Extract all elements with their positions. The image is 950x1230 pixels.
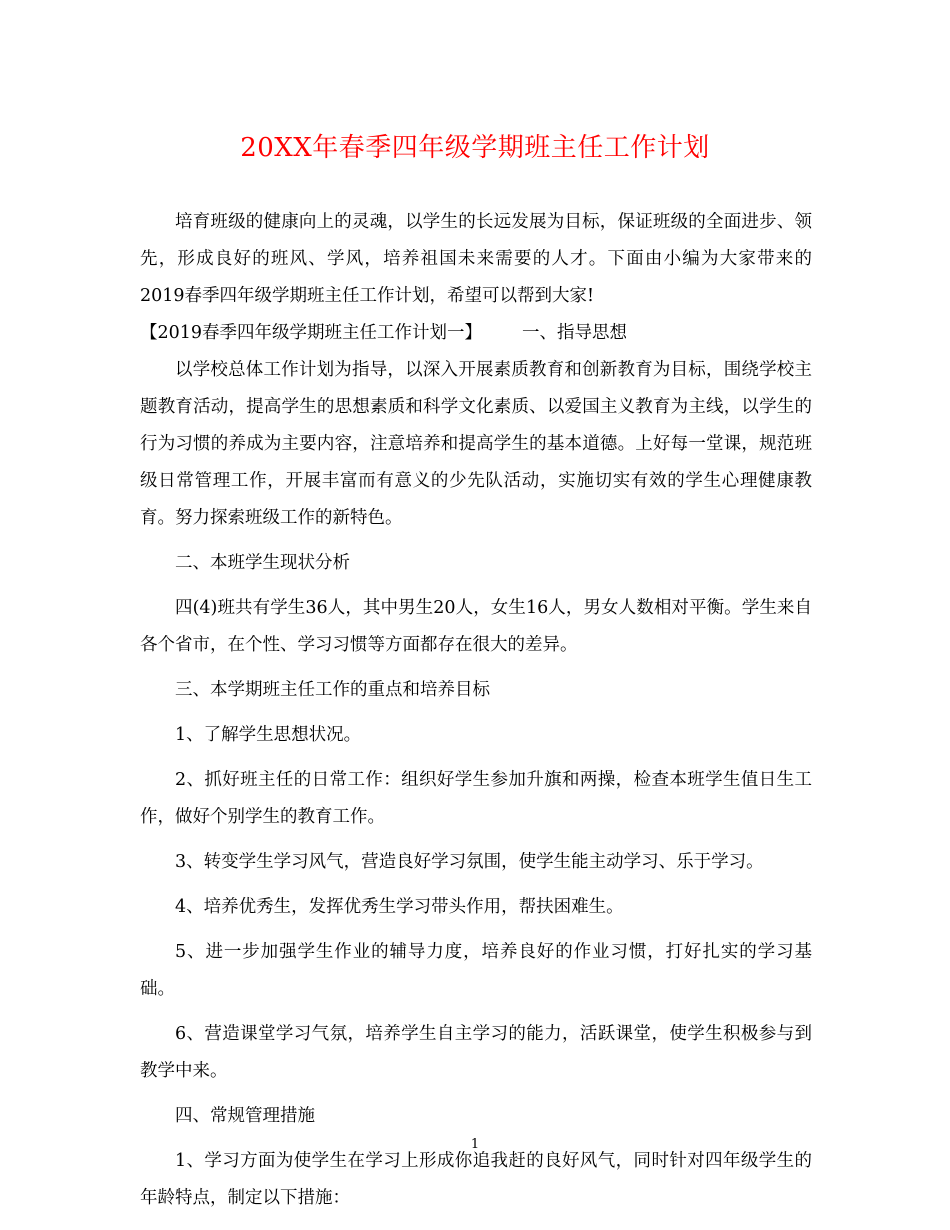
status-paragraph: 四(4)班共有学生36人，其中男生20人，女生16人，男女人数相对平衡。学生来自各个省市，在个性、学习习惯等方面都存在很大的差异。 [140, 598, 812, 655]
heading-current-status: 二、本班学生现状分析 [175, 553, 350, 573]
section-line [140, 315, 812, 352]
intro-paragraph: 培育班级的健康向上的灵魂，以学生的长远发展为目标，保证班级的全面进步、领先，形成良好的班风、学风，培养祖国未来需要的人才。下面由小编为大家带来的2019春季四年级学期班主任工作计划，希望可以帮到大家! [140, 212, 812, 306]
goal-item-5: 5、进一步加强学生作业的辅导力度，培养良好的作业习惯，打好扎实的学习基础。 [140, 942, 812, 999]
page-number: 1 [470, 1137, 480, 1152]
goal-item-2: 2、抓好班主任的日常工作：组织好学生参加升旗和两操，检查本班学生值日生工作，做好个别学生的教育工作。 [140, 770, 812, 827]
heading-measures: 四、常规管理措施 [175, 1106, 315, 1126]
document-title: 20XX年春季四年级学期班主任工作计划 [240, 133, 710, 163]
guiding-thought-paragraph: 以学校总体工作计划为指导，以深入开展素质教育和创新教育为目标，围绕学校主题教育活动，提高学生的思想素质和科学文化素质、以爱国主义教育为主线，以学生的行为习惯的养成为主要内容，注意培养和提高学生的基本道德。上好每一堂课，规范班级日常管理工作，开展丰富而有意义的少先队活动，实施切实有效的学生心理健康教育。努力探索班级工作的新特色。 [140, 360, 812, 528]
goal-item-6: 6、营造课堂学习气氛，培养学生自主学习的能力，活跃课堂，使学生积极参与到教学中来。 [140, 1024, 812, 1081]
goal-item-1: 1、了解学生思想状况。 [175, 725, 362, 745]
goal-item-3: 3、转变学生学习风气，营造良好学习氛围，使学生能主动学习、乐于学习。 [175, 852, 764, 872]
measure-item-1: 1、学习方面为使学生在学习上形成你追我赶的良好风气，同时针对四年级学生的年龄特点，制定以下措施： [140, 1151, 812, 1208]
document-body [140, 204, 812, 1217]
section-heading: 一、指导思想 [522, 323, 628, 343]
heading-goals: 三、本学期班主任工作的重点和培养目标 [175, 680, 490, 700]
section-label: 【2019春季四年级学期班主任工作计划一】 [140, 323, 483, 343]
goal-item-4: 4、培养优秀生，发挥优秀生学习带头作用，帮扶困难生。 [175, 897, 624, 917]
